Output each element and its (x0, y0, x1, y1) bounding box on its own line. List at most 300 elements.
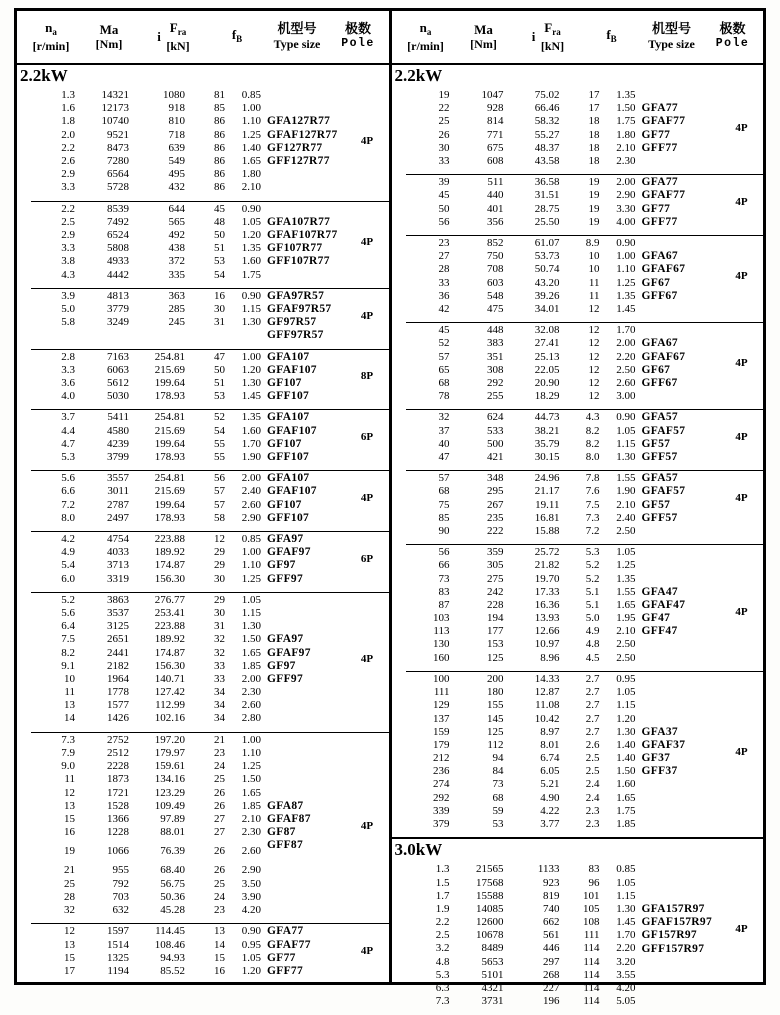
fb-value: 1.45 (616, 302, 636, 315)
pole-value: 4P (360, 819, 374, 832)
fra-value: 30 (214, 572, 225, 585)
ma-value: 1047 (481, 89, 504, 101)
ratio-value: 178.93 (154, 450, 185, 463)
ratio-value: 44.73 (534, 411, 560, 424)
pole-value: 6P (360, 552, 374, 565)
na-value: 25 (438, 115, 450, 128)
table-row (17, 813, 389, 826)
table-row (17, 773, 389, 786)
ma-value: 928 (487, 102, 504, 115)
pole-value: 4P (735, 922, 748, 935)
spec-group (17, 592, 389, 732)
na-value: 7.9 (61, 746, 75, 759)
fb-value: 2.50 (616, 651, 636, 664)
type-size: GFAF67 (641, 350, 686, 363)
fb-value: 1.15 (241, 606, 261, 619)
na-value: 13 (64, 938, 75, 951)
table-row (392, 390, 764, 403)
ma-value: 351 (487, 350, 504, 363)
ratio-value: 561 (543, 929, 560, 942)
na-value: 7.3 (61, 733, 75, 746)
spec-group (392, 470, 764, 544)
table-row (17, 203, 389, 216)
ma-value: 440 (487, 189, 504, 202)
spec-group (392, 322, 764, 409)
fb-value: 1.35 (241, 242, 261, 255)
type-size: GF107R77 (267, 242, 323, 255)
na-value: 5.2 (61, 593, 75, 606)
ma-value: 145 (487, 712, 504, 725)
ma-value: 500 (487, 437, 504, 450)
type-size: GFF67 (641, 376, 678, 389)
ratio-value: 156.30 (154, 659, 185, 672)
ratio-value: 15.88 (534, 524, 560, 537)
type-size-list (642, 726, 686, 779)
fra-value: 32 (214, 633, 225, 646)
na-value: 7.2 (61, 498, 75, 511)
na-value: 11 (64, 686, 75, 699)
na-value: 179 (433, 738, 450, 751)
fra-value: 12 (588, 350, 600, 363)
pole-value: 8P (360, 370, 374, 383)
table-row (392, 778, 764, 791)
na-value: 57 (438, 350, 450, 363)
na-value: 2.2 (61, 141, 75, 154)
pole-value: 4P (735, 357, 748, 370)
fra-value: 55 (214, 450, 225, 463)
table-row (17, 760, 389, 773)
ratio-value: 446 (543, 942, 560, 955)
ratio-value: 4.22 (540, 804, 560, 817)
type-size: GFF107 (267, 450, 310, 463)
fra-value: 5.1 (585, 585, 600, 598)
table-row (392, 142, 764, 155)
fra-value: 33 (214, 672, 225, 685)
fb-value: 1.65 (241, 646, 261, 659)
fra-value: 105 (583, 902, 600, 915)
type-size: GFA97 (267, 633, 304, 646)
left-column (17, 11, 389, 982)
fb-value: 1.10 (241, 115, 261, 128)
na-value: 85 (438, 511, 450, 524)
na-value: 30 (438, 141, 450, 154)
na-value: 4.0 (61, 390, 75, 403)
type-size-list (267, 115, 338, 168)
na-value: 26 (438, 128, 450, 141)
ratio-value: 140.71 (154, 672, 185, 685)
fb-value: 1.10 (241, 746, 261, 759)
ratio-value: 20.90 (534, 376, 560, 389)
fra-value: 57 (214, 485, 225, 498)
table-row (392, 512, 764, 525)
col-header-type-size: 机型号 Type size (273, 22, 321, 51)
ma-value: 5728 (107, 181, 129, 194)
table-row (17, 181, 389, 194)
table-row (392, 969, 764, 982)
na-value: 73 (438, 572, 450, 585)
type-size: GF37 (641, 752, 671, 765)
na-value: 22 (438, 102, 450, 115)
ma-value: 3863 (107, 593, 129, 606)
ma-value: 608 (487, 154, 504, 167)
fb-value: 1.25 (616, 276, 636, 289)
na-value: 65 (438, 363, 450, 376)
fb-value: 1.05 (616, 546, 636, 559)
fra-value: 86 (214, 154, 225, 167)
ratio-value: 179.97 (154, 746, 185, 759)
fra-value: 31 (214, 316, 225, 329)
type-size: GF107 (267, 437, 302, 450)
ma-value: 235 (487, 511, 504, 524)
fb-value: 1.10 (616, 263, 636, 276)
fb-value: 1.85 (241, 799, 261, 812)
fra-value: 5.1 (585, 598, 600, 611)
ma-value: 448 (487, 324, 504, 337)
fb-value: 2.10 (616, 141, 636, 154)
fra-value: 32 (214, 646, 225, 659)
ratio-value: 39.26 (534, 289, 560, 302)
fra-value: 18 (588, 154, 600, 167)
fra-value: 4.9 (585, 625, 600, 638)
fb-value: 1.00 (241, 733, 261, 746)
type-size: GF107 (267, 498, 302, 511)
type-size: GFA77 (641, 176, 678, 189)
table-row (392, 638, 764, 651)
fra-value: 114 (583, 968, 600, 981)
na-value: 111 (433, 686, 450, 699)
table-row (17, 411, 389, 424)
fb-value: 2.90 (241, 864, 261, 877)
ma-value: 53 (492, 818, 504, 831)
table-row (17, 864, 389, 877)
fra-value: 33 (214, 659, 225, 672)
table-row (392, 713, 764, 726)
ratio-value: 53.73 (534, 250, 560, 263)
table-row (392, 612, 764, 625)
fra-value: 26 (214, 845, 225, 858)
ma-value: 624 (487, 411, 504, 424)
ma-value: 7492 (107, 215, 129, 228)
table-row (17, 546, 389, 559)
ratio-value: 5.21 (540, 778, 560, 791)
fb-value: 2.00 (616, 337, 636, 350)
fra-value: 101 (583, 889, 600, 902)
table-row (392, 377, 764, 390)
ratio-value: 372 (168, 255, 185, 268)
ratio-value: 432 (168, 181, 185, 194)
na-value: 12 (64, 786, 75, 799)
na-value: 1.3 (61, 89, 75, 101)
ratio-value: 32.08 (534, 324, 560, 337)
na-value: 39 (438, 176, 450, 189)
table-row (392, 765, 764, 778)
fra-value: 26 (214, 786, 225, 799)
fra-value: 2.7 (585, 712, 600, 725)
ratio-value: 36.58 (534, 176, 560, 189)
section-title: 2.2kW (20, 66, 68, 85)
na-value: 87 (438, 598, 450, 611)
pole-value: 4P (735, 491, 748, 504)
ma-value: 73 (492, 778, 504, 791)
table-row (17, 734, 389, 747)
ma-value: 708 (487, 263, 504, 276)
ma-value: 267 (487, 498, 504, 511)
fb-value: 1.80 (241, 168, 261, 181)
fra-value: 2.7 (585, 686, 600, 699)
type-size: GFF77 (267, 964, 303, 977)
table-row (392, 425, 764, 438)
fra-value: 16 (214, 964, 225, 977)
fb-value: 1.65 (241, 154, 261, 167)
ma-value: 1528 (107, 799, 129, 812)
fra-value: 2.5 (585, 752, 600, 765)
ratio-value: 1133 (537, 863, 560, 876)
fra-value: 12 (588, 302, 600, 315)
na-value: 52 (438, 337, 450, 350)
ratio-value: 3.77 (540, 818, 560, 831)
fra-value: 8.9 (585, 236, 600, 249)
table-row (392, 89, 764, 102)
type-size-list (267, 633, 311, 686)
fra-value: 50 (214, 228, 225, 241)
fra-value: 86 (214, 115, 225, 128)
type-size: GFF127R77 (267, 154, 330, 167)
ma-value: 255 (487, 390, 504, 403)
ratio-value: 199.64 (154, 376, 185, 389)
type-size: GFAF87 (267, 812, 311, 825)
fra-value: 114 (583, 995, 600, 1008)
table-row (17, 102, 389, 115)
table-row (392, 573, 764, 586)
ratio-value: 254.81 (154, 350, 185, 363)
na-value: 2.8 (61, 350, 75, 363)
fb-value: 2.90 (616, 189, 636, 202)
fra-value: 55 (214, 437, 225, 450)
ratio-value: 718 (168, 128, 185, 141)
fra-value: 114 (583, 982, 600, 995)
ma-value: 5101 (481, 968, 504, 981)
fb-value: 0.85 (241, 532, 261, 545)
spec-group (17, 923, 389, 984)
type-size: GFF57 (641, 511, 678, 524)
fb-value: 1.20 (616, 712, 636, 725)
na-value: 3.3 (61, 181, 75, 194)
ma-value: 1426 (107, 712, 129, 725)
type-size: GFAF107 (267, 485, 317, 498)
fb-value: 2.50 (616, 638, 636, 651)
table-row (17, 512, 389, 525)
table-row (17, 647, 389, 660)
ma-value: 359 (487, 546, 504, 559)
ratio-value: 8.97 (540, 725, 560, 738)
fb-value: 2.60 (241, 699, 261, 712)
ratio-value: 88.01 (160, 826, 185, 839)
fb-value: 1.00 (241, 102, 261, 115)
type-size: GFAF77 (641, 115, 686, 128)
ratio-value: 76.39 (160, 845, 185, 858)
table-row (17, 965, 389, 978)
table-row (17, 290, 389, 303)
type-size: GFA47 (641, 585, 678, 598)
type-size-list (642, 102, 686, 155)
table-row (392, 129, 764, 142)
fra-value: 11 (588, 289, 600, 302)
fb-value: 1.25 (616, 559, 636, 572)
fra-value: 54 (214, 268, 225, 281)
na-value: 5.4 (61, 559, 75, 572)
type-size-list (642, 250, 686, 303)
fra-value: 53 (214, 255, 225, 268)
ratio-value: 16.36 (534, 598, 560, 611)
table-row (392, 485, 764, 498)
fra-value: 2.5 (585, 765, 600, 778)
ratio-value: 55.27 (534, 128, 560, 141)
fb-value: 1.75 (616, 115, 636, 128)
ma-value: 4580 (107, 424, 129, 437)
table-row (17, 303, 389, 316)
fb-value: 1.05 (616, 424, 636, 437)
na-value: 17 (64, 964, 75, 977)
ma-value: 59 (492, 804, 504, 817)
ma-value: 200 (487, 672, 504, 685)
ratio-value: 30.15 (534, 450, 560, 463)
type-size: GF87 (267, 826, 296, 839)
ma-value: 68 (492, 791, 504, 804)
ratio-value: 38.21 (534, 424, 560, 437)
col-header-radial-force: $F_{ra}$ [kN] (166, 20, 190, 53)
fb-value: 1.00 (241, 546, 261, 559)
ratio-value: 6.05 (540, 765, 560, 778)
ma-value: 852 (487, 236, 504, 249)
table-row (17, 845, 389, 858)
fb-value: 1.15 (616, 699, 636, 712)
na-value: 23 (438, 236, 450, 249)
na-value: 36 (438, 289, 450, 302)
ratio-value: 35.79 (534, 437, 560, 450)
ratio-value: 97.89 (160, 812, 185, 825)
na-value: 19 (64, 845, 75, 858)
table-row (17, 438, 389, 451)
ma-value: 6564 (107, 168, 129, 181)
na-value: 1.8 (61, 115, 75, 128)
fra-value: 29 (214, 593, 225, 606)
ratio-value: 223.88 (154, 532, 185, 545)
na-value: 14 (64, 712, 75, 725)
ratio-value: 16.81 (534, 511, 560, 524)
type-size: GFAF107 (267, 424, 317, 437)
table-row (392, 364, 764, 377)
ratio-value: 10.97 (534, 638, 560, 651)
ma-value: 1228 (107, 826, 129, 839)
ma-value: 228 (487, 598, 504, 611)
table-row (392, 499, 764, 512)
fb-value: 1.20 (241, 363, 261, 376)
na-value: 5.0 (61, 302, 75, 315)
ma-value: 955 (112, 864, 129, 877)
fb-value: 1.20 (241, 964, 261, 977)
fra-value: 34 (214, 699, 225, 712)
type-size: GFA107 (267, 350, 310, 363)
ma-value: 548 (487, 289, 504, 302)
fra-value: 12 (588, 363, 600, 376)
fra-value: 11 (588, 276, 600, 289)
pole-value: 4P (360, 135, 374, 148)
ma-value: 177 (487, 625, 504, 638)
fra-value: 81 (214, 89, 225, 101)
table-row (392, 739, 764, 752)
ma-value: 14321 (101, 89, 129, 101)
ma-value: 771 (487, 128, 504, 141)
ratio-value: 276.77 (154, 593, 185, 606)
fra-value: 19 (588, 202, 600, 215)
na-value: 1.5 (435, 876, 450, 889)
fra-value: 12 (588, 324, 600, 337)
ma-value: 3011 (107, 485, 129, 498)
type-size: GF97R57 (267, 316, 317, 329)
type-size: GFF67 (641, 289, 678, 302)
table-row (392, 726, 764, 739)
ratio-value: 31.51 (534, 189, 560, 202)
section-2.2kW (392, 65, 764, 837)
ratio-value: 123.29 (154, 786, 185, 799)
ratio-value: 335 (168, 268, 185, 281)
fra-value: 12 (588, 376, 600, 389)
fb-value: 2.40 (241, 485, 261, 498)
type-size: GFA57 (641, 472, 678, 485)
type-size: GFA67 (641, 250, 678, 263)
fra-value: 8.2 (585, 424, 600, 437)
fb-value: 1.65 (616, 598, 636, 611)
spec-group (17, 349, 389, 410)
fra-value: 7.3 (585, 511, 600, 524)
fb-value: 2.10 (616, 498, 636, 511)
spec-group (392, 409, 764, 470)
fra-value: 18 (588, 115, 600, 128)
ma-value: 155 (487, 699, 504, 712)
fb-value: 1.65 (616, 791, 636, 804)
ratio-value: 285 (168, 302, 185, 315)
ratio-value: 85.52 (160, 964, 185, 977)
na-value: 274 (433, 778, 450, 791)
fb-value: 3.55 (616, 968, 636, 981)
fb-value: 3.50 (241, 877, 261, 890)
fra-value: 34 (214, 712, 225, 725)
ma-value: 1964 (107, 672, 129, 685)
fb-value: 5.05 (616, 995, 636, 1008)
ratio-value: 197.20 (154, 733, 185, 746)
table-row (17, 89, 389, 102)
table-row (17, 390, 389, 403)
type-size: GFAF77 (267, 938, 311, 951)
na-value: 2.6 (61, 154, 75, 167)
table-row (17, 620, 389, 633)
fra-value: 17 (588, 89, 600, 101)
ratio-value: 227 (543, 982, 560, 995)
fb-value: 1.70 (616, 324, 636, 337)
ma-value: 275 (487, 572, 504, 585)
table-row (17, 351, 389, 364)
ma-value: 6063 (107, 363, 129, 376)
ratio-value: 178.93 (154, 511, 185, 524)
col-header-speed: $n_a$ [r/min] (407, 20, 444, 53)
ma-value: 8473 (107, 141, 129, 154)
fra-value: 54 (214, 424, 225, 437)
fb-value: 1.70 (241, 437, 261, 450)
ma-value: 9521 (107, 128, 129, 141)
fb-value: 0.85 (616, 863, 636, 876)
fra-value: 10 (588, 250, 600, 263)
section-2.2kW (17, 65, 389, 984)
